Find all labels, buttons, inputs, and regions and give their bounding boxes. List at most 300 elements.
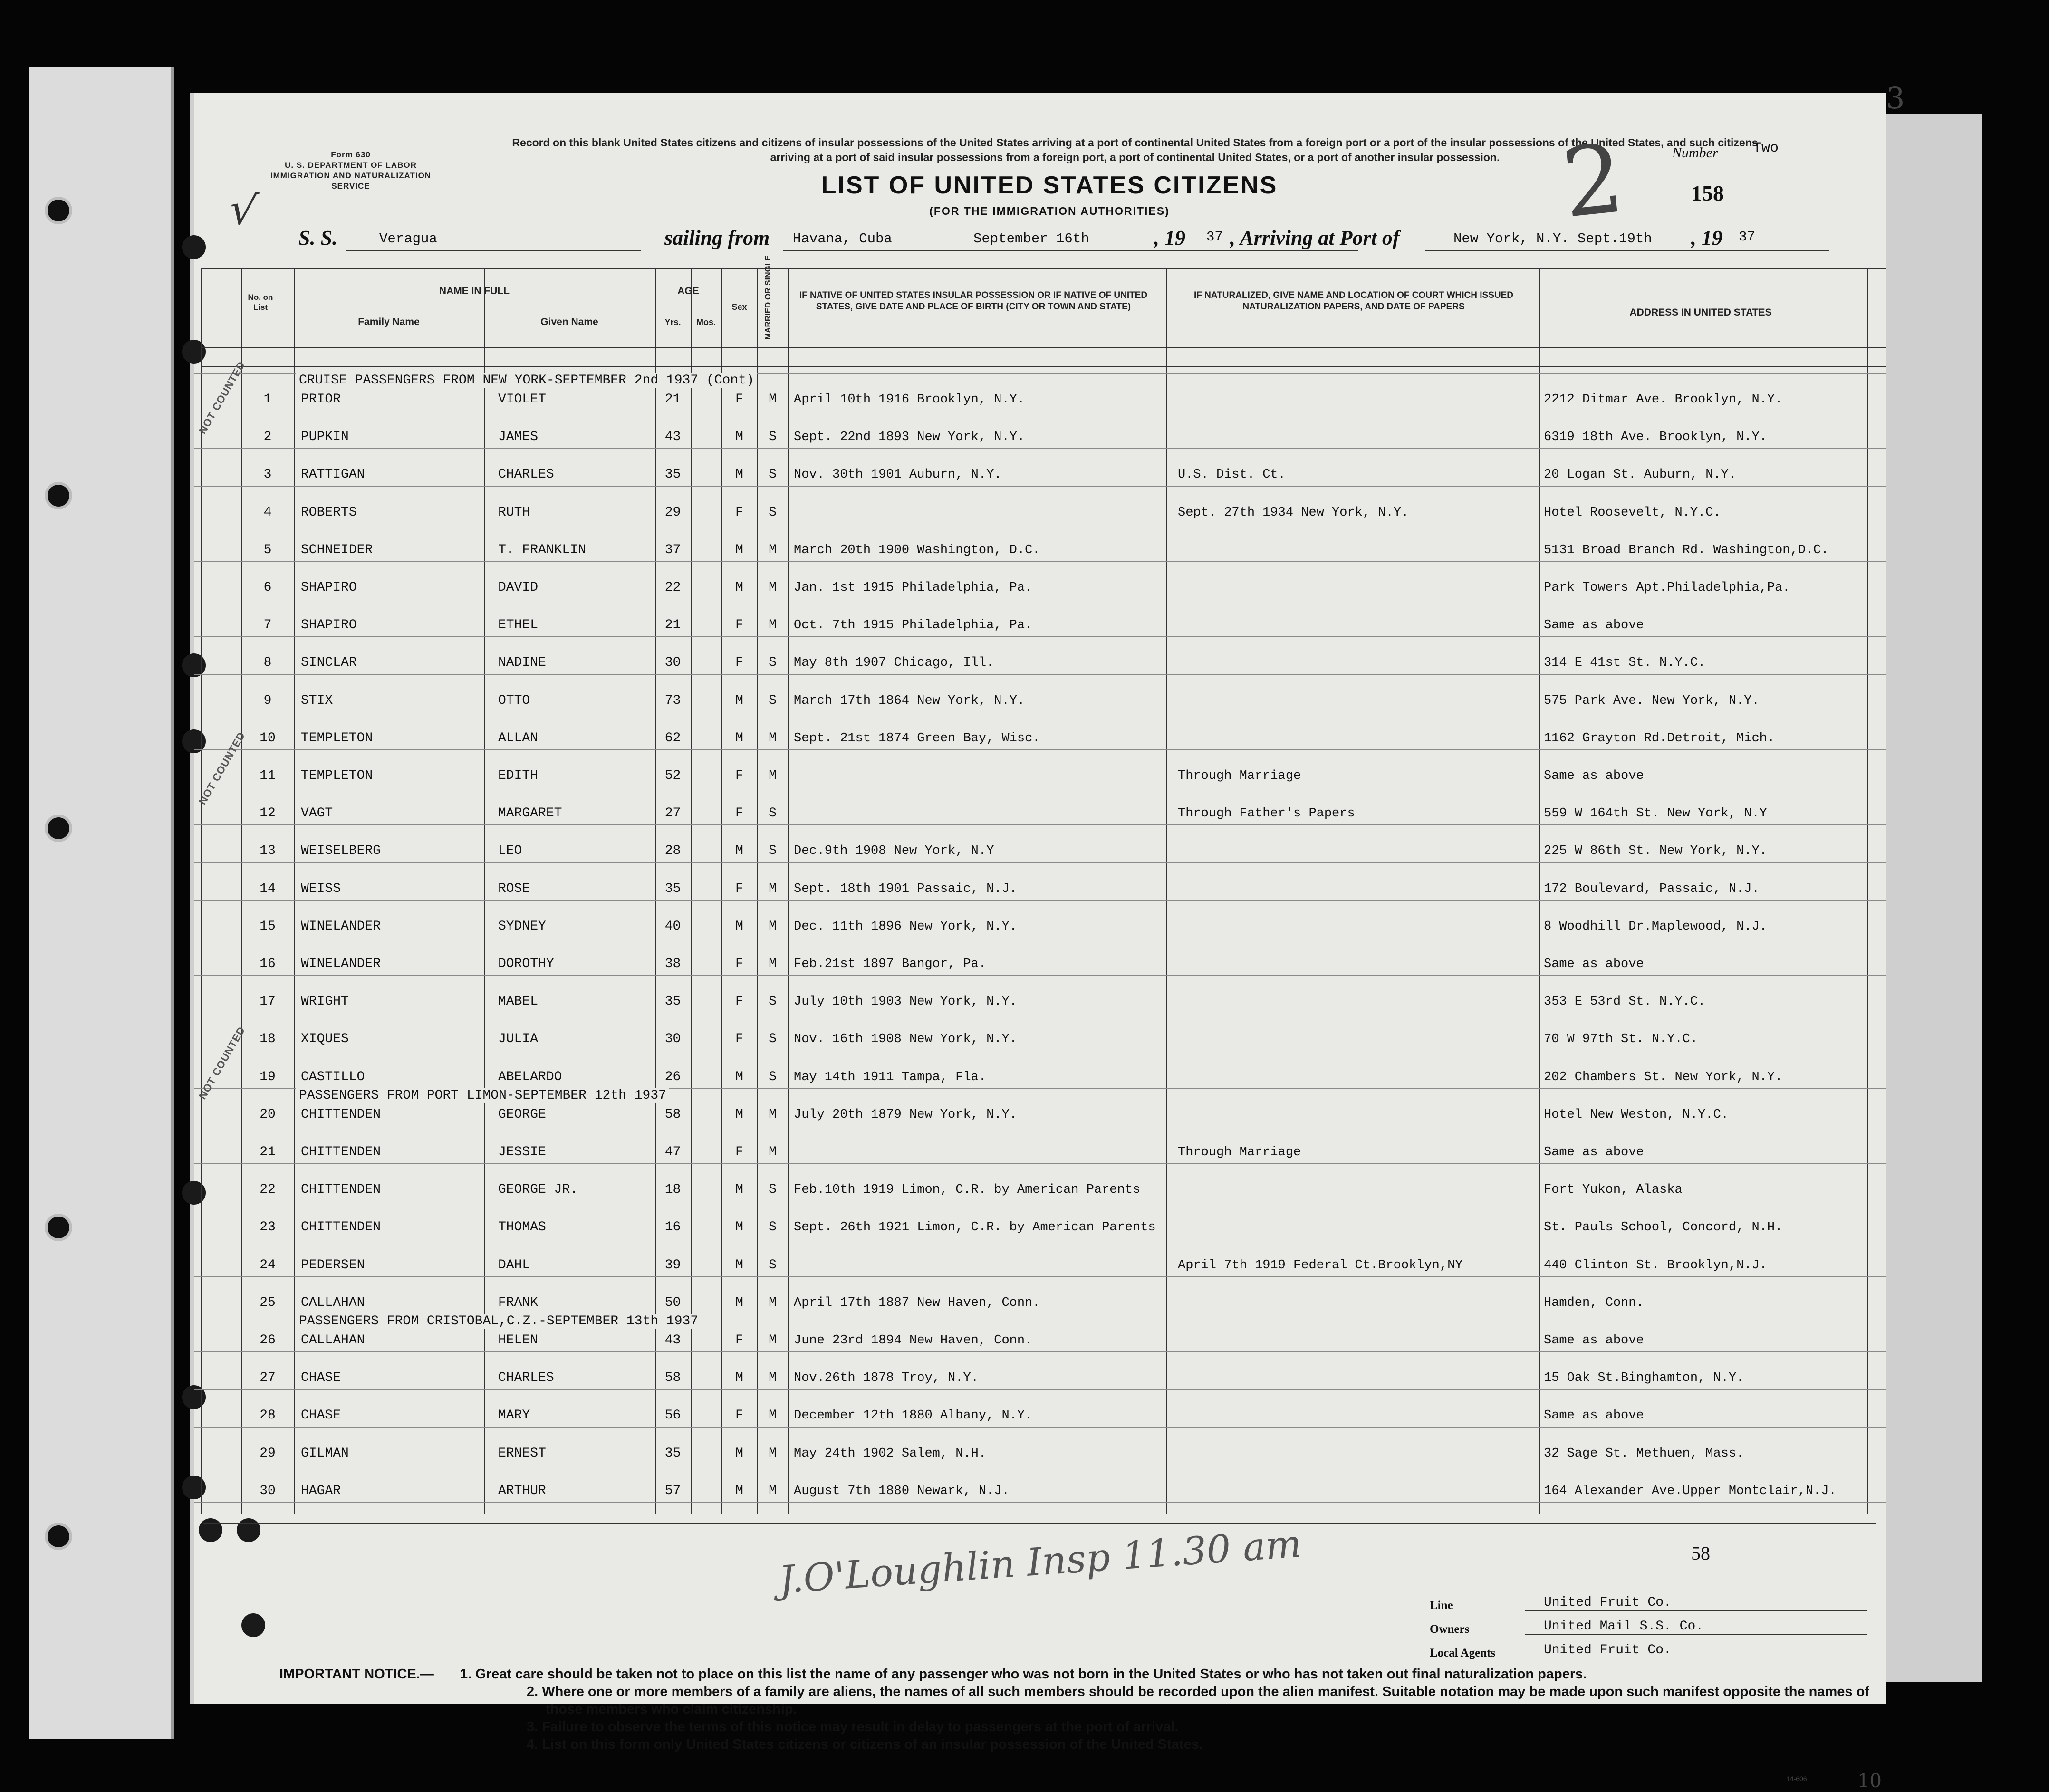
owners-label: Owners xyxy=(1430,1623,1470,1636)
form-identifier xyxy=(251,150,451,192)
row-number: 24 xyxy=(260,1257,276,1273)
number-value: Two xyxy=(1753,140,1779,156)
important-notice xyxy=(279,1666,1876,1754)
row-number: 10 xyxy=(260,730,276,746)
given-name: ETHEL xyxy=(498,618,539,633)
given-name: DAVID xyxy=(498,580,539,595)
binder-hole xyxy=(48,817,69,839)
family-name: WEISELBERG xyxy=(301,843,381,859)
local-agents: United Fruit Co. xyxy=(1525,1643,1867,1658)
family-name: VAGT xyxy=(301,806,333,821)
row-number: 14 xyxy=(260,881,276,896)
age-years: 39 xyxy=(664,1257,681,1273)
birth-info: June 23rd 1894 New Haven, Conn. xyxy=(794,1333,1033,1348)
given-name: ALLAN xyxy=(498,730,539,746)
us-address: 5131 Broad Branch Rd. Washington,D.C. xyxy=(1544,543,1829,557)
row-rule xyxy=(194,1163,1886,1164)
family-name: STIX xyxy=(301,693,333,708)
us-address: Park Towers Apt.Philadelphia,Pa. xyxy=(1544,581,1790,595)
birth-info: Sept. 18th 1901 Passaic, N.J. xyxy=(794,882,1017,896)
sex: M xyxy=(735,1370,743,1386)
table-header-rule xyxy=(201,268,1886,269)
col-header-given: Given Name xyxy=(540,316,598,327)
row-number: 15 xyxy=(260,919,276,934)
table-column-rule xyxy=(1166,268,1167,1514)
handwritten-check: √ xyxy=(226,183,260,237)
sex: F xyxy=(735,1145,743,1160)
marital-status: M xyxy=(769,1483,777,1498)
sex: M xyxy=(735,1220,743,1235)
row-rule xyxy=(194,1502,1886,1503)
row-rule xyxy=(194,862,1886,863)
naturalization-info: U.S. Dist. Ct. xyxy=(1178,468,1286,482)
row-rule xyxy=(194,749,1886,750)
sex: M xyxy=(735,693,743,708)
given-name: NADINE xyxy=(498,655,546,671)
given-name: HELEN xyxy=(498,1333,539,1348)
age-years: 43 xyxy=(664,1333,681,1348)
passenger-group-header: PASSENGERS FROM CRISTOBAL,C.Z.-SEPTEMBER 13th 1937 xyxy=(296,1314,701,1329)
form-number: Form 630 xyxy=(331,150,371,159)
row-number: 8 xyxy=(263,655,272,671)
age-years: 35 xyxy=(664,994,681,1009)
family-name: PEDERSEN xyxy=(301,1257,365,1273)
binder-hole xyxy=(48,1217,69,1238)
birth-info: April 17th 1887 New Haven, Conn. xyxy=(794,1295,1040,1310)
row-rule xyxy=(194,824,1886,825)
age-years: 40 xyxy=(664,919,681,934)
marital-status: M xyxy=(769,1295,777,1310)
arrival-underline xyxy=(1425,250,1829,251)
sex: M xyxy=(735,1446,743,1461)
arriving-label: , Arriving at Port of xyxy=(1230,226,1400,249)
sex: F xyxy=(735,957,743,971)
row-rule xyxy=(194,674,1886,675)
punch-hole xyxy=(199,1518,222,1542)
not-counted-stamp: NOT COUNTED xyxy=(196,1024,248,1102)
us-address: Same as above xyxy=(1544,1333,1644,1348)
naturalization-info: Through Father's Papers xyxy=(1178,806,1355,821)
marital-status: M xyxy=(769,392,777,407)
marital-status: M xyxy=(769,1333,777,1348)
row-number: 16 xyxy=(260,957,276,971)
us-address: 172 Boulevard, Passaic, N.J. xyxy=(1544,882,1760,896)
birth-info: Nov. 16th 1908 New York, N.Y. xyxy=(794,1032,1017,1047)
us-address: Same as above xyxy=(1544,769,1644,783)
line-label: Line xyxy=(1430,1599,1453,1612)
table-header-rule xyxy=(201,347,1886,348)
birth-info: Feb.21st 1897 Bangor, Pa. xyxy=(794,957,987,971)
family-name: SHAPIRO xyxy=(301,580,357,595)
marital-status: S xyxy=(769,1257,777,1273)
marital-status: M xyxy=(769,768,777,783)
family-name: CHITTENDEN xyxy=(301,1145,381,1160)
punch-hole xyxy=(237,1518,260,1542)
birth-info: July 20th 1879 New York, N.Y. xyxy=(794,1107,1017,1122)
us-address: 314 E 41st St. N.Y.C. xyxy=(1544,656,1706,671)
age-years: 47 xyxy=(664,1145,681,1160)
family-name: CHASE xyxy=(301,1370,341,1386)
row-number: 21 xyxy=(260,1145,276,1160)
birth-info: Sept. 26th 1921 Limon, C.R. by American Parents xyxy=(794,1220,1156,1235)
row-number: 30 xyxy=(260,1483,276,1498)
us-address: 2212 Ditmar Ave. Brooklyn, N.Y. xyxy=(1544,393,1783,407)
col-header-naturalized: IF NATURALIZED, GIVE NAME AND LOCATION OF COURT WHICH ISSUED NATURALIZATION PAPERS, AND DATE OF PAPERS xyxy=(1193,290,1513,312)
table-column-rule xyxy=(788,268,789,1514)
table-column-rule xyxy=(294,268,295,1514)
sex: M xyxy=(735,467,743,482)
us-address: 202 Chambers St. New York, N.Y. xyxy=(1544,1070,1783,1084)
given-name: CHARLES xyxy=(498,467,554,482)
row-number: 18 xyxy=(260,1032,276,1047)
age-years: 35 xyxy=(664,881,681,896)
row-rule xyxy=(194,975,1886,976)
record-instructions: Record on this blank United States citizens and citizens of insular possessions of the United States arriving at a port of continental United States from a foreign port or a port of the insular possessions of the United States, and such citizens arriving at a port of said insular possessions from a foreign port, a port of continental United States, or a port of another insular possession. xyxy=(512,136,1758,163)
us-address: 1162 Grayton Rd.Detroit, Mich. xyxy=(1544,731,1775,746)
service-name: IMMIGRATION AND NATURALIZATION SERVICE xyxy=(270,171,432,191)
handwritten-number: 2 xyxy=(1557,123,1629,240)
printer-code: 14-606 xyxy=(1786,1775,1807,1782)
us-address: 70 W 97th St. N.Y.C. xyxy=(1544,1032,1698,1047)
row-number: 6 xyxy=(263,580,272,595)
passenger-group-header: PASSENGERS FROM PORT LIMON-SEPTEMBER 12th 1937 xyxy=(296,1088,669,1103)
not-counted-stamp: NOT COUNTED xyxy=(196,359,248,436)
birth-info: Feb.10th 1919 Limon, C.R. by American Parents xyxy=(794,1183,1141,1198)
passenger-table xyxy=(194,255,1886,1514)
age-years: 58 xyxy=(664,1107,681,1122)
us-address: 15 Oak St.Binghamton, N.Y. xyxy=(1544,1371,1744,1386)
sex: F xyxy=(735,1408,743,1423)
col-header-address: ADDRESS IN UNITED STATES xyxy=(1629,307,1772,318)
marital-status: M xyxy=(769,542,777,557)
naturalization-info: April 7th 1919 Federal Ct.Brooklyn,NY xyxy=(1178,1258,1463,1273)
us-address: Same as above xyxy=(1544,1145,1644,1160)
given-name: JESSIE xyxy=(498,1145,546,1160)
age-years: 30 xyxy=(664,1032,681,1047)
arrival-port-date: New York, N.Y. Sept.19th xyxy=(1453,231,1652,247)
sex: M xyxy=(735,430,743,445)
given-name: JULIA xyxy=(498,1032,539,1047)
marital-status: M xyxy=(769,1370,777,1386)
birth-info: Dec. 11th 1896 New York, N.Y. xyxy=(794,919,1017,934)
notice-item-1: 1. Great care should be taken not to place on this list the name of any passenger who was not born in the United States or who has not taken out final naturalization papers. xyxy=(460,1667,1587,1682)
sex: M xyxy=(735,1483,743,1498)
from-underline xyxy=(783,250,1358,251)
us-address: Hotel Roosevelt, N.Y.C. xyxy=(1544,505,1721,520)
notice-label: IMPORTANT NOTICE.— xyxy=(279,1667,434,1682)
row-rule xyxy=(194,561,1886,562)
family-name: SINCLAR xyxy=(301,655,357,671)
marital-status: S xyxy=(769,693,777,708)
row-number: 2 xyxy=(263,430,272,445)
age-years: 56 xyxy=(664,1408,681,1423)
row-number: 26 xyxy=(260,1333,276,1348)
marital-status: S xyxy=(769,505,777,520)
handwritten-corner-mark: 3 xyxy=(1886,81,1905,115)
given-name: MARGARET xyxy=(498,806,562,821)
row-number: 7 xyxy=(263,618,272,633)
birth-info: May 24th 1902 Salem, N.H. xyxy=(794,1446,987,1461)
notice-item-2: 2. Where one or more members of a family are aliens, the names of all such members should be recorded upon the alien manifest. Suitable notation may be made upon such manifest opposite the names of those members who claim citizenship. xyxy=(527,1684,1869,1717)
given-name: RUTH xyxy=(498,505,530,520)
given-name: SYDNEY xyxy=(498,919,546,934)
birth-info: March 17th 1864 New York, N.Y. xyxy=(794,693,1025,708)
row-number: 23 xyxy=(260,1220,276,1235)
binder-strip xyxy=(29,67,174,1739)
sex: F xyxy=(735,768,743,783)
naturalization-info: Through Marriage xyxy=(1178,769,1301,783)
col-header-age: AGE xyxy=(677,286,699,297)
given-name: JAMES xyxy=(498,430,539,445)
naturalization-info: Sept. 27th 1934 New York, N.Y. xyxy=(1178,505,1409,520)
page-subtitle: (FOR THE IMMIGRATION AUTHORITIES) xyxy=(929,205,1170,217)
marital-status: M xyxy=(769,957,777,971)
row-number: 5 xyxy=(263,542,272,557)
marital-status: M xyxy=(769,1446,777,1461)
marital-status: S xyxy=(769,994,777,1009)
row-number: 12 xyxy=(260,806,276,821)
ship-name: Veragua xyxy=(379,231,437,247)
steamship-line: United Fruit Co. xyxy=(1525,1595,1867,1611)
family-name: CASTILLO xyxy=(301,1069,365,1084)
age-years: 18 xyxy=(664,1182,681,1198)
departure-port: Havana, Cuba xyxy=(793,231,892,247)
binder-hole xyxy=(48,1525,69,1547)
ship-owners: United Mail S.S. Co. xyxy=(1525,1619,1867,1635)
col-header-yrs: Yrs. xyxy=(664,317,681,327)
given-name: VIOLET xyxy=(498,392,546,407)
table-column-rule xyxy=(1539,268,1540,1514)
age-years: 27 xyxy=(664,806,681,821)
col-header-mos: Mos. xyxy=(696,317,716,327)
row-rule xyxy=(194,900,1886,901)
row-rule xyxy=(194,486,1886,487)
given-name: LEO xyxy=(498,843,522,859)
row-number: 19 xyxy=(260,1069,276,1084)
marital-status: S xyxy=(769,1032,777,1047)
sex: F xyxy=(735,655,743,671)
row-number: 20 xyxy=(260,1107,276,1122)
birth-info: May 8th 1907 Chicago, Ill. xyxy=(794,656,994,671)
sex: M xyxy=(735,1182,743,1198)
given-name: MABEL xyxy=(498,994,539,1009)
row-number: 13 xyxy=(260,843,276,859)
binder-hole xyxy=(48,200,69,221)
agents-label: Local Agents xyxy=(1430,1647,1496,1659)
marital-status: S xyxy=(769,806,777,821)
family-name: WINELANDER xyxy=(301,919,381,934)
col-header-sex: Sex xyxy=(731,302,747,312)
family-name: CHITTENDEN xyxy=(301,1220,381,1235)
given-name: MARY xyxy=(498,1408,530,1423)
sex: M xyxy=(735,843,743,859)
birth-info: Dec.9th 1908 New York, N.Y xyxy=(794,844,994,859)
col-header-family: Family Name xyxy=(358,316,420,327)
row-number: 1 xyxy=(263,392,272,407)
table-header-rule xyxy=(201,366,1886,367)
sex: M xyxy=(735,1069,743,1084)
sex: M xyxy=(735,580,743,595)
table-column-rule xyxy=(1867,268,1868,1514)
us-address: Same as above xyxy=(1544,618,1644,633)
year-prefix: , 19 xyxy=(1154,226,1185,249)
col-header-married: MARRIED OR SINGLE xyxy=(763,255,772,340)
page-number: 158 xyxy=(1691,181,1724,205)
row-number: 27 xyxy=(260,1370,276,1386)
marital-status: S xyxy=(769,430,777,445)
age-years: 26 xyxy=(664,1069,681,1084)
row-number: 3 xyxy=(263,467,272,482)
notice-item-4: 4. List on this form only United States citizens or citizens of an insular possession of the United States. xyxy=(527,1737,1203,1752)
family-name: WINELANDER xyxy=(301,957,381,971)
family-name: CALLAHAN xyxy=(301,1295,365,1310)
family-name: PUPKIN xyxy=(301,430,349,445)
row-number: 29 xyxy=(260,1446,276,1461)
us-address: 6319 18th Ave. Brooklyn, N.Y. xyxy=(1544,430,1767,445)
age-years: 35 xyxy=(664,467,681,482)
table-column-rule xyxy=(201,268,202,1514)
family-name: TEMPLETON xyxy=(301,768,373,783)
punch-hole xyxy=(241,1613,265,1637)
row-rule xyxy=(194,448,1886,449)
us-address: 440 Clinton St. Brooklyn,N.J. xyxy=(1544,1258,1767,1273)
marital-status: S xyxy=(769,1182,777,1198)
row-rule xyxy=(194,636,1886,637)
sex: F xyxy=(735,994,743,1009)
sex: F xyxy=(735,618,743,633)
given-name: GEORGE JR. xyxy=(498,1182,578,1198)
birth-info: April 10th 1916 Brooklyn, N.Y. xyxy=(794,393,1025,407)
row-number: 22 xyxy=(260,1182,276,1198)
age-years: 37 xyxy=(664,542,681,557)
given-name: ERNEST xyxy=(498,1446,546,1461)
birth-info: August 7th 1880 Newark, N.J. xyxy=(794,1484,1010,1498)
age-years: 52 xyxy=(664,768,681,783)
given-name: FRANK xyxy=(498,1295,539,1310)
inspector-signature: J.O'Loughlin Insp 11.30 am xyxy=(778,1521,1303,1602)
us-address: 8 Woodhill Dr.Maplewood, N.J. xyxy=(1544,919,1767,934)
marital-status: M xyxy=(769,919,777,934)
family-name: CHASE xyxy=(301,1408,341,1423)
given-name: EDITH xyxy=(498,768,539,783)
age-years: 28 xyxy=(664,843,681,859)
arrival-year: 37 xyxy=(1739,229,1755,245)
row-rule xyxy=(194,1276,1886,1277)
marital-status: S xyxy=(769,655,777,671)
row-number: 17 xyxy=(260,994,276,1009)
naturalization-info: Through Marriage xyxy=(1178,1145,1301,1160)
sex: M xyxy=(735,1295,743,1310)
family-name: ROBERTS xyxy=(301,505,357,520)
family-name: XIQUES xyxy=(301,1032,349,1047)
age-years: 62 xyxy=(664,730,681,746)
age-years: 21 xyxy=(664,392,681,407)
us-address: 164 Alexander Ave.Upper Montclair,N.J. xyxy=(1544,1484,1837,1498)
us-address: 20 Logan St. Auburn, N.Y. xyxy=(1544,468,1737,482)
sex: F xyxy=(735,392,743,407)
family-name: RATTIGAN xyxy=(301,467,365,482)
marital-status: M xyxy=(769,580,777,595)
us-address: Fort Yukon, Alaska xyxy=(1544,1183,1683,1198)
next-page-edge xyxy=(1882,114,1982,1682)
col-header-name: NAME IN FULL xyxy=(439,286,510,297)
us-address: 575 Park Ave. New York, N.Y. xyxy=(1544,693,1760,708)
birth-info: Sept. 22nd 1893 New York, N.Y. xyxy=(794,430,1025,445)
departure-year: 37 xyxy=(1206,229,1223,245)
sex: M xyxy=(735,919,743,934)
family-name: WRIGHT xyxy=(301,994,349,1009)
binder-hole xyxy=(48,485,69,507)
row-rule xyxy=(194,1389,1886,1390)
voyage-line xyxy=(194,223,1886,252)
us-address: Hotel New Weston, N.Y.C. xyxy=(1544,1107,1729,1122)
age-years: 35 xyxy=(664,1446,681,1461)
manifest-page xyxy=(190,81,1905,1792)
age-years: 29 xyxy=(664,505,681,520)
given-name: GEORGE xyxy=(498,1107,546,1122)
given-name: THOMAS xyxy=(498,1220,546,1235)
birth-info: Sept. 21st 1874 Green Bay, Wisc. xyxy=(794,731,1040,746)
department-name: U. S. DEPARTMENT OF LABOR xyxy=(285,161,417,170)
birth-info: Nov.26th 1878 Troy, N.Y. xyxy=(794,1371,979,1386)
sex: F xyxy=(735,806,743,821)
marital-status: M xyxy=(769,618,777,633)
family-name: TEMPLETON xyxy=(301,730,373,746)
number-label: Number xyxy=(1672,145,1718,161)
marital-status: S xyxy=(769,1069,777,1084)
sex: F xyxy=(735,881,743,896)
birth-info: July 10th 1903 New York, N.Y. xyxy=(794,995,1017,1009)
given-name: ROSE xyxy=(498,881,530,896)
family-name: CHITTENDEN xyxy=(301,1107,381,1122)
departure-date: September 16th xyxy=(973,231,1089,247)
us-address: 225 W 86th St. New York, N.Y. xyxy=(1544,844,1767,859)
marital-status: S xyxy=(769,1220,777,1235)
row-rule xyxy=(194,1351,1886,1352)
age-years: 58 xyxy=(664,1370,681,1386)
age-years: 73 xyxy=(664,693,681,708)
ss-label: S. S. xyxy=(298,226,337,249)
birth-info: Nov. 30th 1901 Auburn, N.Y. xyxy=(794,468,1002,482)
us-address: 559 W 164th St. New York, N.Y xyxy=(1544,806,1767,821)
not-counted-stamp: NOT COUNTED xyxy=(196,729,248,807)
family-name: GILMAN xyxy=(301,1446,349,1461)
age-years: 16 xyxy=(664,1220,681,1235)
birth-info: December 12th 1880 Albany, N.Y. xyxy=(794,1409,1033,1423)
us-address: Same as above xyxy=(1544,957,1644,971)
footer-divider xyxy=(203,1523,1876,1524)
given-name: ARTHUR xyxy=(498,1483,546,1498)
family-name: CHITTENDEN xyxy=(301,1182,381,1198)
marital-status: M xyxy=(769,1408,777,1423)
us-address: Hamden, Conn. xyxy=(1544,1295,1644,1310)
sex: M xyxy=(735,1107,743,1122)
age-years: 22 xyxy=(664,580,681,595)
birth-info: Jan. 1st 1915 Philadelphia, Pa. xyxy=(794,581,1033,595)
family-name: CALLAHAN xyxy=(301,1333,365,1348)
sex: M xyxy=(735,542,743,557)
given-name: OTTO xyxy=(498,693,530,708)
us-address: Same as above xyxy=(1544,1409,1644,1423)
sex: M xyxy=(735,1257,743,1273)
row-number: 4 xyxy=(263,505,272,520)
marital-status: S xyxy=(769,843,777,859)
age-years: 38 xyxy=(664,957,681,971)
given-name: DAHL xyxy=(498,1257,530,1273)
marital-status: S xyxy=(769,467,777,482)
marital-status: M xyxy=(769,1145,777,1160)
us-address: 353 E 53rd St. N.Y.C. xyxy=(1544,995,1706,1009)
